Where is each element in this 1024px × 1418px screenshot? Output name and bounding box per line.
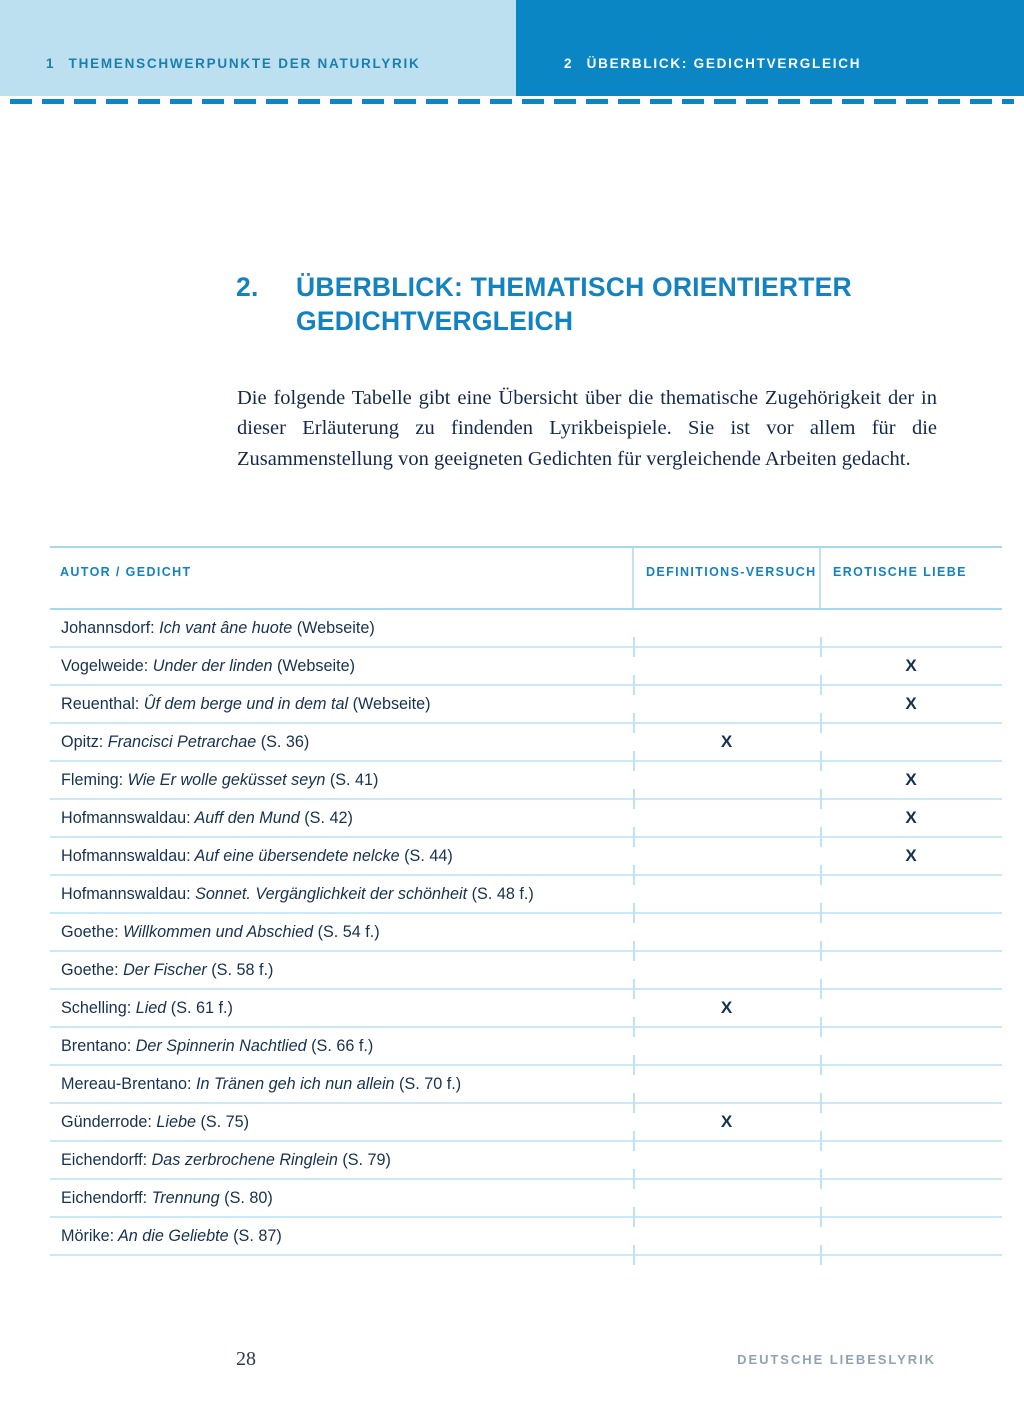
cell-erotic-mark: X — [820, 647, 1002, 685]
cell-definition-mark — [633, 1027, 820, 1065]
table-row — [50, 1065, 1002, 1103]
header-dashed-divider — [10, 99, 1014, 104]
author-name: Mörike: — [61, 1226, 115, 1245]
cell-work — [50, 799, 633, 837]
source-reference: (S. 36) — [256, 732, 310, 751]
poem-title: Trennung — [147, 1188, 220, 1207]
source-reference: (S. 87) — [228, 1226, 282, 1245]
chapter-tab-1-number: 1 — [46, 56, 55, 72]
poem-title: Sonnet. Vergänglichkeit der schönheit — [190, 884, 468, 903]
column-header-definition: DEFINITIONS-VERSUCH — [633, 547, 820, 609]
table-row — [50, 723, 1002, 761]
author-name: Goethe: — [61, 960, 119, 979]
table-row — [50, 1027, 1002, 1065]
page-title — [236, 270, 936, 339]
page-title-text: ÜBERBLICK: THEMATISCH ORIENTIERTER GEDICHTVERGLEICH — [296, 271, 852, 337]
cell-definition-mark — [633, 837, 820, 875]
poem-title: An die Geliebte — [114, 1226, 229, 1245]
source-reference: (S. 75) — [196, 1112, 250, 1131]
author-name: Hofmannswaldau: — [61, 884, 191, 903]
source-reference: (S. 41) — [325, 770, 379, 789]
cell-definition-mark: X — [633, 723, 820, 761]
table-row — [50, 1103, 1002, 1141]
cell-erotic-mark — [820, 1179, 1002, 1217]
source-reference: (S. 42) — [299, 808, 353, 827]
page-footer — [0, 1348, 1024, 1388]
cell-definition-mark — [633, 1065, 820, 1103]
cell-erotic-mark — [820, 609, 1002, 647]
table-row — [50, 609, 1002, 647]
cell-definition-mark — [633, 647, 820, 685]
chapter-tab-2[interactable] — [516, 0, 1024, 96]
poem-title: Auff den Mund — [190, 808, 300, 827]
cell-definition-mark — [633, 1179, 820, 1217]
poem-title: Der Fischer — [118, 960, 207, 979]
chapter-tab-1[interactable] — [0, 0, 516, 96]
cell-erotic-mark — [820, 1027, 1002, 1065]
cell-erotic-mark: X — [820, 837, 1002, 875]
cell-definition-mark — [633, 799, 820, 837]
author-name: Schelling: — [61, 998, 132, 1017]
cell-work — [50, 723, 633, 761]
cell-work — [50, 647, 633, 685]
source-reference: (S. 54 f.) — [313, 922, 380, 941]
table-row — [50, 685, 1002, 723]
table-row — [50, 875, 1002, 913]
poem-title: Ûf dem berge und in dem tal — [139, 694, 349, 713]
table-row — [50, 837, 1002, 875]
cell-work — [50, 609, 633, 647]
cell-definition-mark: X — [633, 989, 820, 1027]
author-name: Reuenthal: — [61, 694, 140, 713]
column-header-work: AUTOR / GEDICHT — [50, 547, 633, 609]
source-reference: (S. 48 f.) — [467, 884, 534, 903]
poem-title: Willkommen und Abschied — [118, 922, 314, 941]
author-name: Eichendorff: — [61, 1150, 148, 1169]
cell-erotic-mark — [820, 989, 1002, 1027]
comparison-table-wrapper — [50, 546, 1002, 1256]
author-name: Goethe: — [61, 922, 119, 941]
cell-work — [50, 989, 633, 1027]
running-head: DEUTSCHE LIEBESLYRIK — [737, 1352, 936, 1367]
source-reference: (S. 79) — [337, 1150, 391, 1169]
cell-work — [50, 1217, 633, 1255]
cell-definition-mark — [633, 875, 820, 913]
poem-title: Auf eine übersendete nelcke — [190, 846, 400, 865]
table-row — [50, 647, 1002, 685]
cell-definition-mark — [633, 1217, 820, 1255]
cell-erotic-mark — [820, 723, 1002, 761]
author-name: Günderrode: — [61, 1112, 152, 1131]
poem-title: Under der linden — [148, 656, 273, 675]
cell-erotic-mark — [820, 913, 1002, 951]
author-name: Johannsdorf: — [61, 618, 155, 637]
cell-erotic-mark: X — [820, 799, 1002, 837]
cell-work — [50, 1141, 633, 1179]
cell-work — [50, 761, 633, 799]
author-name: Fleming: — [61, 770, 124, 789]
cell-work — [50, 1027, 633, 1065]
table-row — [50, 1141, 1002, 1179]
poem-title: Lied — [131, 998, 167, 1017]
cell-erotic-mark — [820, 875, 1002, 913]
source-reference: (Webseite) — [348, 694, 431, 713]
table-row — [50, 989, 1002, 1027]
source-reference: (S. 58 f.) — [206, 960, 274, 979]
table-row — [50, 1217, 1002, 1255]
table-row — [50, 951, 1002, 989]
table-row — [50, 799, 1002, 837]
cell-erotic-mark — [820, 1217, 1002, 1255]
source-reference: (Webseite) — [272, 656, 355, 675]
table-header — [50, 547, 1002, 609]
cell-definition-mark: X — [633, 1103, 820, 1141]
author-name: Brentano: — [61, 1036, 132, 1055]
cell-definition-mark — [633, 1141, 820, 1179]
poem-title: Das zerbrochene Ringlein — [147, 1150, 338, 1169]
cell-work — [50, 951, 633, 989]
source-reference: (S. 44) — [399, 846, 453, 865]
cell-work — [50, 837, 633, 875]
table-row — [50, 761, 1002, 799]
cell-definition-mark — [633, 685, 820, 723]
intro-paragraph: Die folgende Tabelle gibt eine Übersicht über die thematische Zugehörigkeit der in dieser Erläuterung zu findenden Lyrikbeispiele. Sie ist vor allem für die Zusammenstellung von geeigneten Gedichten für vergleichende Arbeiten gedacht. — [237, 386, 937, 470]
cell-erotic-mark — [820, 1141, 1002, 1179]
chapter-tab-bar — [0, 0, 1024, 96]
cell-erotic-mark — [820, 1103, 1002, 1141]
source-reference: (S. 80) — [219, 1188, 273, 1207]
cell-erotic-mark — [820, 951, 1002, 989]
cell-work — [50, 875, 633, 913]
table-row — [50, 1179, 1002, 1217]
chapter-tab-1-label: THEMENSCHWERPUNKTE DER NATURLYRIK — [68, 56, 421, 72]
poem-title: In Tränen geh ich nun allein — [191, 1074, 395, 1093]
page-number: 28 — [236, 1348, 256, 1370]
cell-definition-mark — [633, 609, 820, 647]
poem-title: Liebe — [151, 1112, 196, 1131]
cell-work — [50, 685, 633, 723]
comparison-table — [50, 546, 1002, 1256]
source-reference: (S. 61 f.) — [166, 998, 233, 1017]
cell-definition-mark — [633, 951, 820, 989]
chapter-tab-2-label: ÜBERBLICK: GEDICHTVERGLEICH — [586, 56, 862, 72]
poem-title: Francisci Petrarchae — [103, 732, 257, 751]
author-name: Mereau-Brentano: — [61, 1074, 192, 1093]
cell-work — [50, 1179, 633, 1217]
source-reference: (Webseite) — [292, 618, 375, 637]
cell-erotic-mark: X — [820, 685, 1002, 723]
cell-definition-mark — [633, 761, 820, 799]
cell-erotic-mark — [820, 1065, 1002, 1103]
cell-work — [50, 1103, 633, 1141]
cell-erotic-mark: X — [820, 761, 1002, 799]
author-name: Eichendorff: — [61, 1188, 148, 1207]
source-reference: (S. 70 f.) — [394, 1074, 462, 1093]
poem-title: Wie Er wolle geküsset seyn — [123, 770, 326, 789]
column-header-erotic: EROTISCHE LIEBE — [820, 547, 1002, 609]
author-name: Opitz: — [61, 732, 104, 751]
table-row — [50, 913, 1002, 951]
table-header-row — [50, 547, 1002, 609]
cell-work — [50, 913, 633, 951]
source-reference: (S. 66 f.) — [306, 1036, 374, 1055]
chapter-tab-2-number: 2 — [564, 56, 573, 72]
author-name: Hofmannswaldau: — [61, 808, 191, 827]
author-name: Hofmannswaldau: — [61, 846, 191, 865]
page-title-number: 2. — [236, 271, 259, 302]
cell-work — [50, 1065, 633, 1103]
cell-definition-mark — [633, 913, 820, 951]
table-body — [50, 609, 1002, 1255]
poem-title: Der Spinnerin Nachtlied — [131, 1036, 307, 1055]
poem-title: Ich vant âne huote — [154, 618, 293, 637]
author-name: Vogelweide: — [61, 656, 149, 675]
